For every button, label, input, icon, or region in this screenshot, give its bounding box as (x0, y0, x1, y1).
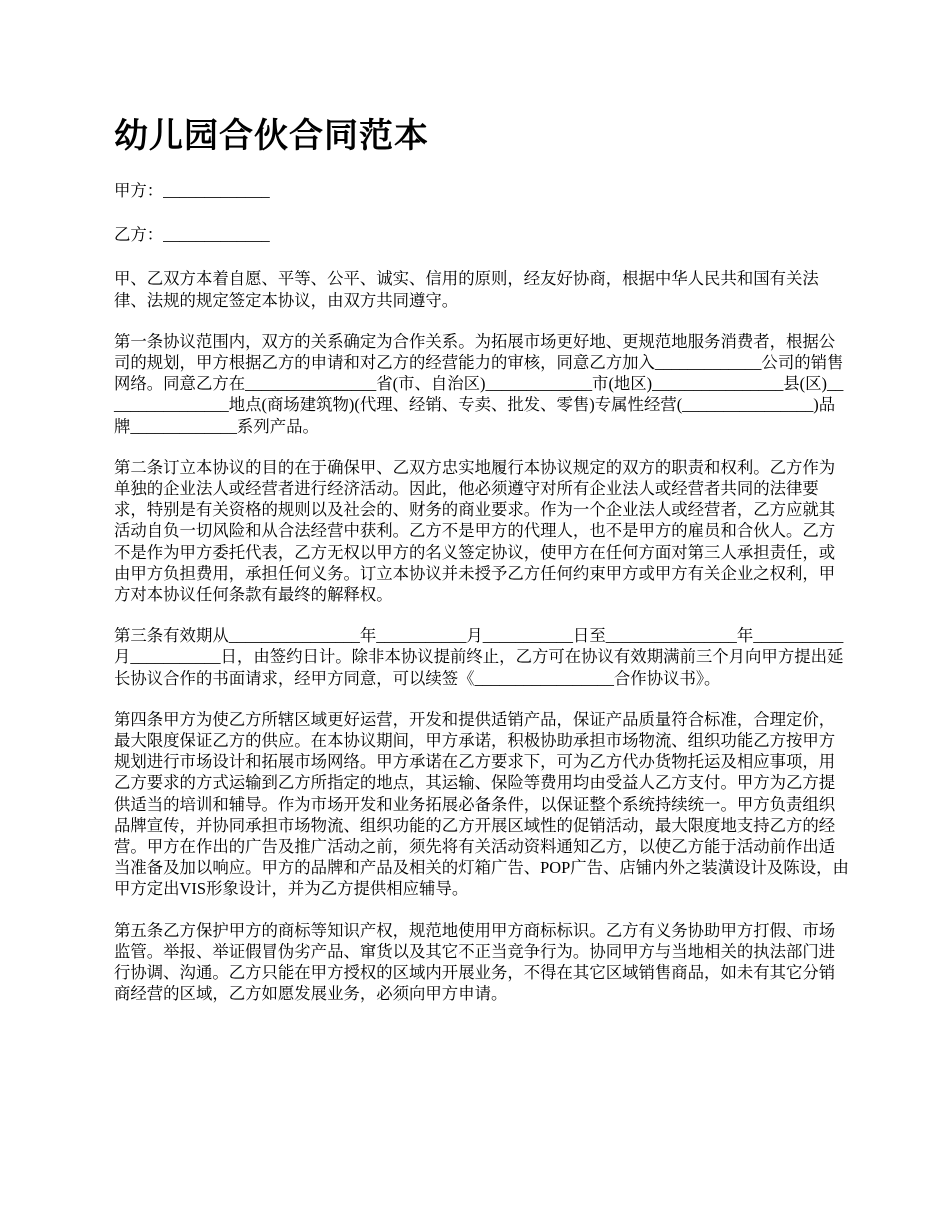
article-3-paragraph: 第三条有效期从________________年___________月___________日至________________年___________月___________日，由签约日计。除非本协议提前终止，乙方可在协议有效期满前三个月向甲方提出延长协议合作的书面请求，经甲方同意，可以续签《_________________合作协议书》。 (114, 626, 844, 688)
article-2-paragraph: 第二条订立本协议的目的在于确保甲、乙双方忠实地履行本协议规定的双方的职责和权利。乙方作为单独的企业法人或经营者进行经济活动。因此，他必须遵守对所有企业法人或经营者共同的法律要求，特别是有关资格的规则以及社会的、财务的商业要求。作为一个企业法人或经营者，乙方应就其活动自负一切风险和从合法经营中获利。乙方不是甲方的代理人，也不是甲方的雇员和合伙人。乙方不是作为甲方委托代表，乙方无权以甲方的名义签定协议，使甲方在任何方面对第三人承担责任，或由甲方负担费用，承担任何义务。订立本协议并未授予乙方任何约束甲方或甲方有关企业之权利，甲方对本协议任何条款有最终的解释权。 (114, 457, 836, 605)
document-page (114, 112, 850, 1025)
party-b-line: 乙方：_____________ (114, 225, 270, 245)
party-a-line: 甲方：_____________ (114, 181, 270, 200)
document-title: 幼儿园合伙合同范本 (114, 116, 429, 156)
article-5-paragraph: 第五条乙方保护甲方的商标等知识产权，规范地使用甲方商标标识。乙方有义务协助甲方打假、市场监管。举报、举证假冒伪劣产品、窜货以及其它不正当竞争行为。协同甲方与当地相关的执法部门进行协调、沟通。乙方只能在甲方授权的区域内开展业务，不得在其它区域销售商品，如未有其它分销商经营的区域，乙方如愿发展业务，必须向甲方申请。 (114, 920, 836, 1004)
article-4-paragraph: 第四条甲方为使乙方所辖区域更好运营，开发和提供适销产品，保证产品质量符合标准，合理定价，最大限度保证乙方的供应。在本协议期间，甲方承诺，积极协助承担市场物流、组织功能乙方按甲方规划进行市场设计和拓展市场网络。甲方承诺在乙方要求下，可为乙方代办货物托运及相应事项，用乙方要求的方式运输到乙方所指定的地点，其运输、保险等费用均由受益人乙方支付。甲方为乙方提供适当的培训和辅导。作为市场开发和业务拓展必备条件，以保证整个系统持续统一。甲方负责组织品牌宣传，并协同承担市场物流、组织功能的乙方开展区域性的促销活动，最大限度地支持乙方的经营。甲方在作出的广告及推广活动之前，须先将有关活动资料通知乙方，以使乙方能于活动前作出适当准备及加以响应。甲方的品牌和产品及相关的灯箱广告、POP广告、店铺内外之装潢设计及陈设，由甲方定出VIS形象设计，并为乙方提供相应辅导。 (114, 709, 849, 899)
preamble-paragraph: 甲、乙双方本着自愿、平等、公平、诚实、信用的原则，经友好协商，根据中华人民共和国有关法律、法规的规定签定本协议，由双方共同遵守。 (114, 269, 819, 310)
article-1-paragraph: 第一条协议范围内，双方的关系确定为合作关系。为拓展市场更好地、更规范地服务消费者，根据公司的规划，甲方根据乙方的申请和对乙方的经营能力的审核，同意乙方加入_____________公司的销售网络。同意乙方在________________省(市、自治区)_____________市(地区)________________县(区)________________地点(商场建筑物)(代理、经销、专卖、批发、零售)专属性经营(________________)品牌_____________系列产品。 (114, 331, 844, 436)
